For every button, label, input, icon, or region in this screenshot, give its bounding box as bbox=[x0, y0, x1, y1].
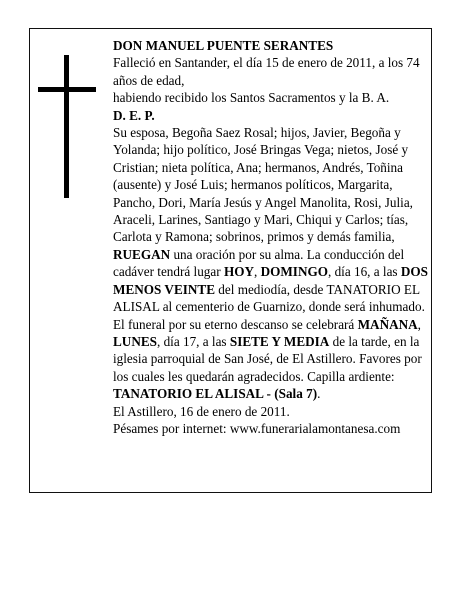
condolences-line: Pésames por internet: www.funerarialamontanesa.com bbox=[113, 420, 401, 436]
cross-icon-bar bbox=[38, 87, 96, 92]
family-list: Su esposa, Begoña Saez Rosal; hijos, Javier, Begoña y Yolanda; hijo político, José Bringas Vega; nietos, José y Cristian; nieta política, Ana; hermanos, Andrés, Toñina (ausente) y José Luis; hermanos políticos, Margarita, Pancho, Dori, María Jesús y Angel Manolita, Rosi, Julia, Araceli, Larines, Santiago y Mari, Chiqui y Carlos; tías, Carlota y Ramona; sobrinos, primos y demás familia, bbox=[113, 125, 413, 245]
domingo-word: DOMINGO bbox=[260, 264, 328, 280]
date-line: El Astillero, 16 de enero de 2011. bbox=[113, 403, 290, 419]
lunes-word: LUNES bbox=[113, 333, 157, 349]
chapel-location: TANATORIO EL ALISAL - (Sala 7) bbox=[113, 386, 318, 402]
funeral-details: RUEGAN una oración por su alma. La conducción del cadáver tendrá lugar HOY, DOMINGO, día 16, a las DOS MENOS VEINTE del mediodía, desde TANATORIO EL ALISAL al cementerio de Guarnizo, donde será inhumado. El funeral por su eterno descanso se celebrará MAÑANA, LUNES, día 17, a las SIETE Y MEDIA de la tarde, en la iglesia parroquial de San José, de El Astillero. Favores por los cuales les quedarán agradecidos. Capilla ardiente: TANATORIO EL ALISAL - (Sala 7). bbox=[113, 246, 428, 402]
ruegan-word: RUEGAN bbox=[113, 246, 171, 262]
time-burial: DOS MENOS VEINTE bbox=[113, 264, 428, 297]
dep-line: D. E. P. bbox=[113, 107, 155, 123]
sacraments-line: habiendo recibido los Santos Sacramentos y la B. A. bbox=[113, 90, 390, 106]
hoy-word: HOY bbox=[223, 264, 254, 280]
cross-icon bbox=[64, 55, 69, 198]
manana-word: MAÑANA bbox=[357, 316, 418, 332]
time-funeral: SIETE Y MEDIA bbox=[229, 333, 330, 349]
death-details: Falleció en Santander, el día 15 de enero de 2011, a los 74 años de edad, bbox=[113, 55, 420, 88]
deceased-name: DON MANUEL PUENTE SERANTES bbox=[113, 38, 334, 53]
obituary-text bbox=[113, 37, 429, 437]
